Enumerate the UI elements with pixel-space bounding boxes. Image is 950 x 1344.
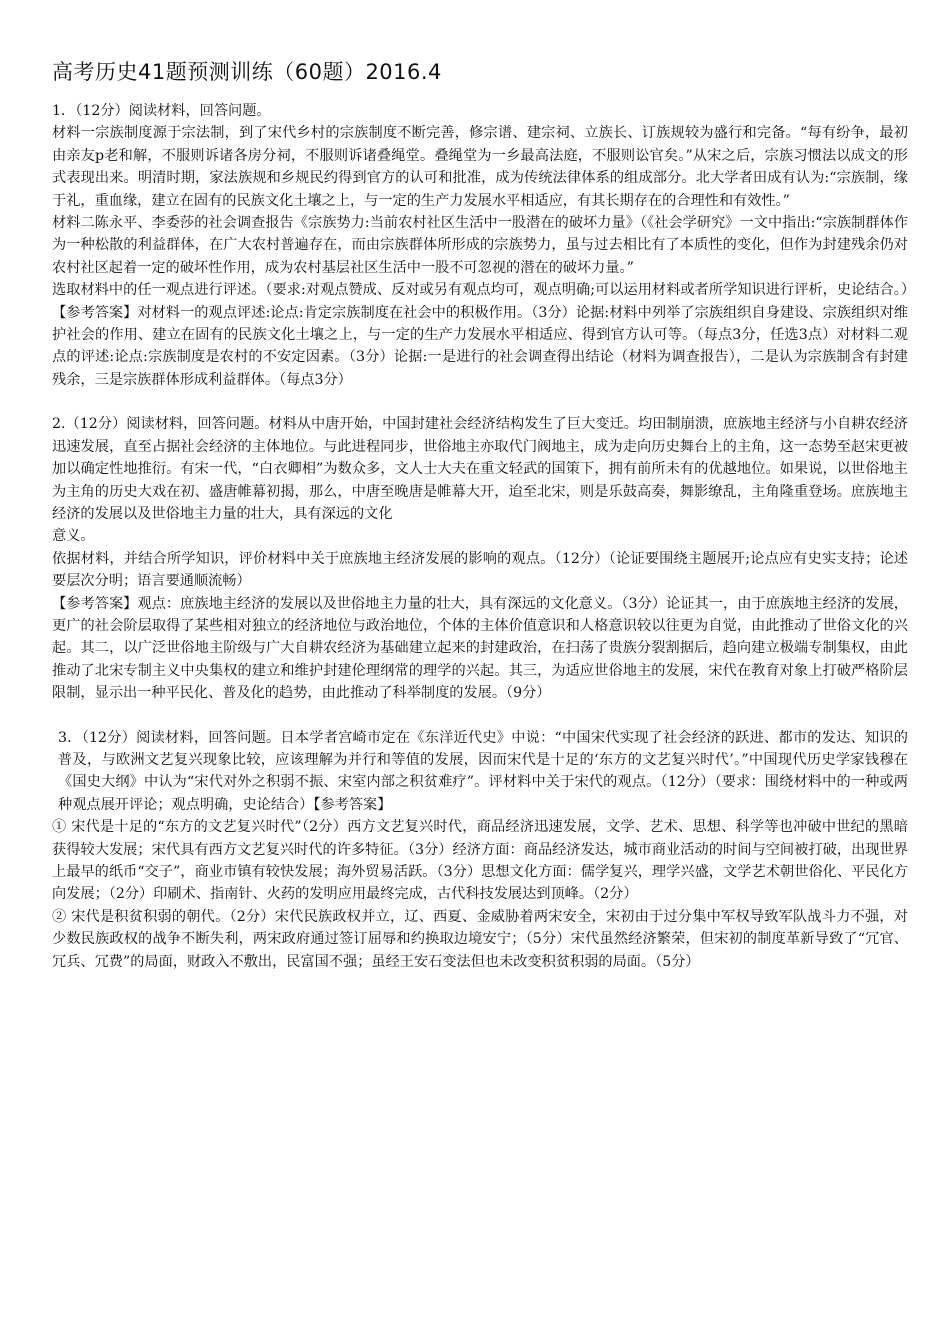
- question-2-material: 2.（12分）阅读材料，回答问题。材料从中唐开始，中国封建社会经济结构发生了巨大变迁。均田制崩溃，庶族地主经济与小自耕农经济迅速发展，直至占据社会经济的主体地位。与此进程同步，世俗地主亦取代门阀地主，成为走向历史舞台上的主角，这一态势至赵宋更被加以确定性地推衍。有宋一代，“白衣卿相”为数众多，文人士大夫在重文轻武的国策下，拥有前所未有的优越地位。如果说，以世俗地主为主角的历史大戏在初、盛唐帷幕初揭，那么，中唐至晚唐是帷幕大开，迨至北宋，则是乐鼓高奏，舞影缭乱，主角隆重登场。庶族地主经济的发展以及世俗地主力量的壮大，具有深远的文化: [52, 416, 908, 522]
- question-3-answer-1: ① 宋代是十足的“东方的文艺复兴时代”（2分）西方文艺复兴时代，商品经济迅速发展，文学、艺术、思想、科学等也冲破中世纪的黑暗获得较大发展；宋代具有西方文艺复兴时代的许多特征。（3分）经济方面：商品经济发达，城市商业活动的时间与空间被打破，出现世界上最早的纸币“交子”，商业市镇有较快发展；海外贸易活跃。（3分）思想文化方面：儒学复兴，理学兴盛，文学艺术朝世俗化、平民化方向发展；（2分）印刷术、指南针、火药的发明应用最终完成，古代科技发展达到顶峰。（2分）: [52, 819, 908, 903]
- question-1-task-answer: 选取材料中的任一观点进行评述。（要求:对观点赞成、反对或另有观点均可，观点明确;可以运用材料或者所学知识进行评析，史论结合。）【参考答案】对材料一的观点评述:论点:肯定宗族制度在社会中的积极作用。（3分）论据:材料中列举了宗族组织自身建设、宗族组织对维护社会的作用、建立在固有的民族文化土壤之上，与一定的生产力发展水平相适应、得到官方认可等。（每点3分，任选3点）对材料二观点的评述:论点:宗族制度是农村的不安定因素。（3分）论据:一是进行的社会调查得出结论（材料为调查报告），二是认为宗族制含有封建残余，三是宗族群体形成利益群体。（每点3分）: [52, 282, 908, 388]
- document-title: 高考历史41题预测训练（60题）2016.4: [52, 60, 442, 84]
- spacer: [52, 705, 908, 727]
- question-2-answer: 【参考答案】观点：庶族地主经济的发展以及世俗地主力量的壮大，具有深远的文化意义。（3分）论证其一，由于庶族地主经济的发展，更广的社会阶层取得了某些相对独立的经济地位与政治地位，个体的主体价值意识和人格意识较以往更为自觉，由此推动了世俗文化的兴起。其二，以广泛世俗地主阶级与广大自耕农经济为基础建立起来的封建政治，在扫荡了贵族分裂割据后，趋向建立极端专制集权，由此推动了北宋专制主义中央集权的建立和维护封建伦理纲常的理学的兴起。其三，为适应世俗地主的发展，宋代在教育对象上打破严格阶层限制，显示出一种平民化、普及化的趋势，由此推动了科举制度的发展。（9分）: [52, 595, 908, 702]
- document-page: [52, 58, 908, 973]
- spacer: [52, 391, 908, 413]
- question-3-answer-2: ② 宋代是积贫积弱的朝代。（2分）宋代民族政权并立，辽、西夏、金威胁着两宋安全，宋初由于过分集中军权导致军队战斗力不强，对少数民族政权的战争不断失利，两宋政府通过签订屈辱和约换取边境安宁；（5分）宋代虽然经济繁荣，但宋初的制度革新导致了“冗官、冗兵、冗费”的局面，财政入不敷出，民富国不强；虽经王安石变法但也未改变积贫积弱的局面。（5分）: [52, 908, 908, 970]
- question-2: [52, 413, 908, 704]
- question-2-task: 依据材料，并结合所学知识，评价材料中关于庶族地主经济发展的影响的观点。（12分）（论证要围绕主题展开;论点应有史实支持；论述要层次分明；语言要通顺流畅）: [52, 550, 908, 590]
- question-3: [52, 727, 908, 973]
- question-1-head: 1．（12分）阅读材料，回答问题。: [52, 103, 271, 119]
- question-3-material: 3．（12分）阅读材料，回答问题。日本学者宫崎市定在《东洋近代史》中说：“中国宋代实现了社会经济的跃进、都市的发达、知识的普及，与欧洲文艺复兴现象比较，应该理解为并行和等值的发展，因而宋代是十足的‘东方的文艺复兴时代’。”中国现代历史学家钱穆在《国史大纲》中认为“宋代对外之积弱不振、宋室内部之积贫难疗”。评材料中关于宋代的观点。（12分）（要求：围绕材料中的一种或两种观点展开评论；观点明确，史论结合）【参考答案】: [58, 729, 908, 813]
- question-1-material-2: 材料二陈永平、李委莎的社会调查报告《宗族势力:当前农村社区生活中一股潜在的破坏力量》（《社会学研究》一文中指出:“宗族制群体作为一种松散的利益群体，在广大农村普遍存在，而由宗族群体所形成的宗族势力，虽与过去相比有了本质性的变化，但作为封建残余仍对农村社区起着一定的破坏性作用，成为农村基层社区生活中一股不可忽视的潜在的破坏力量。”: [52, 215, 908, 276]
- question-1-material-1: 材料一宗族制度源于宗法制，到了宋代乡村的宗族制度不断完善，修宗谱、建宗祠、立族长、订族规较为盛行和完备。“每有纷争，最初由亲友p老和解，不服则诉诸各房分祠，不服则诉诸叠绳堂。叠绳堂为一乡最高法庭，不服则讼官矣。”从宋之后，宗族习惯法以成文的形式表现出来。明清时期，家法族规和乡规民约得到官方的认可和批准，成为传统法律体系的组成部分。北大学者田成有认为:“宗族制，缘于礼，重血缘，建立在固有的民族文化土壤之上，与一定的生产力发展水平相适应，有其长期存在的合理性和有效性。”: [52, 125, 908, 209]
- question-1: [52, 100, 908, 391]
- question-2-material-end: 意义。: [52, 528, 95, 545]
